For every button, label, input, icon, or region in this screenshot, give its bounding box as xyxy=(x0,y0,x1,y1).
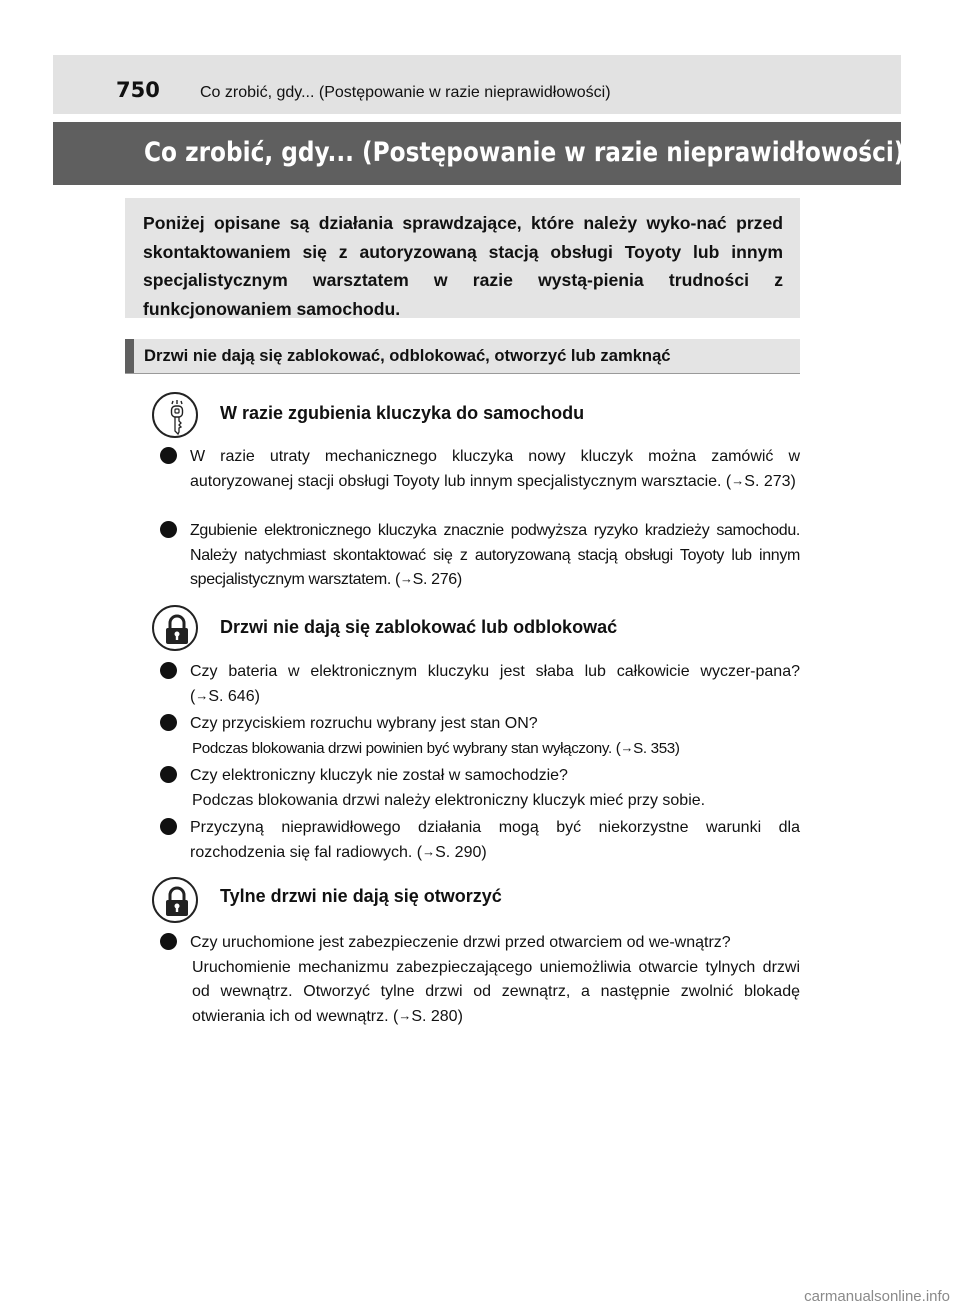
item-text: W razie utraty mechanicznego kluczyka nowy kluczyk można zamówić w autoryzowanej stacji obsługi Toyoty lub innym specjalistycznym warsztacie. ( xyxy=(190,448,800,490)
section-bar-accent xyxy=(125,339,134,373)
bullet xyxy=(160,818,177,835)
item-note: Podczas blokowania drzwi należy elektroniczny kluczyk mieć przy sobie. xyxy=(192,791,706,809)
close-paren: ) xyxy=(457,1007,463,1025)
page-reference: S. 290 xyxy=(435,843,482,861)
close-paren: ) xyxy=(790,472,796,490)
arrow-icon: → xyxy=(731,472,745,488)
list-item xyxy=(160,764,800,813)
close-paren: ) xyxy=(456,571,462,588)
item-text: Czy uruchomione jest zabezpieczenie drzwi przed otwarciem od we-wnątrz? xyxy=(190,934,731,951)
bullet xyxy=(160,766,177,783)
subsection-heading-rear-door: Tylne drzwi nie dają się otworzyć xyxy=(220,886,502,906)
intro-text: Poniżej opisane są działania sprawdzające, które należy wyko-nać przed skontaktowaniem się z autoryzowaną stacją obsługi Toyoty lub innym specjalistycznym warsztatem w razie wystą-pienia trudności z funkcjonowaniem samochodu. xyxy=(143,213,783,319)
arrow-icon: → xyxy=(398,1007,412,1023)
page-number: 750 xyxy=(116,78,160,102)
close-paren: ) xyxy=(254,687,260,705)
item-text: Przyczyną nieprawidłowego działania mogą być niekorzystne warunki dla rozchodzenia się fal radiowych. ( xyxy=(190,819,800,861)
bullet xyxy=(160,662,177,679)
key-icon xyxy=(152,392,198,438)
item-text: Czy przyciskiem rozruchu wybrany jest stan ON? xyxy=(190,715,538,732)
page-reference: S. 646 xyxy=(208,687,255,705)
list-item xyxy=(160,712,800,761)
item-note: Podczas blokowania drzwi powinien być wybrany stan wyłączony. ( xyxy=(192,739,621,757)
page-reference: S. 276 xyxy=(412,571,457,588)
arrow-icon: → xyxy=(620,739,634,755)
section-heading: Drzwi nie dają się zablokować, odblokować, otworzyć lub zamknąć xyxy=(144,346,671,365)
list-item xyxy=(160,816,800,865)
item-note: Uruchomienie mechanizmu zabezpieczającego uniemożliwia otwarcie tylnych drzwi od wewnątrz. Otworzyć tylne drzwi od zewnątrz, a następnie zwolnić blokadę otwierania ich od wewnątrz. ( xyxy=(192,958,800,1025)
list-item xyxy=(160,519,800,593)
watermark: carmanualsonline.info xyxy=(804,1288,950,1305)
bullet xyxy=(160,447,177,464)
lock-icon xyxy=(152,605,198,651)
page-reference: S. 353 xyxy=(633,739,675,757)
page-reference: S. 280 xyxy=(411,1007,458,1025)
item-text: Czy bateria w elektronicznym kluczyku jest słaba lub całkowicie wyczer-pana? ( xyxy=(190,663,800,705)
arrow-icon: → xyxy=(400,571,413,586)
arrow-icon: → xyxy=(195,687,209,703)
subsection-heading-lost-key: W razie zgubienia kluczyka do samochodu xyxy=(220,403,585,423)
list-item xyxy=(160,931,800,1029)
page-reference: S. 273 xyxy=(744,472,791,490)
item-text: Zgubienie elektronicznego kluczyka znacznie podwyższa ryzyko kradzieży samochodu. Należy natychmiast skontaktować się z autoryzowaną stacją obsługi Toyoty lub innym specjalistycznym warsztatem. ( xyxy=(190,522,800,588)
close-paren: ) xyxy=(481,843,487,861)
close-paren: ) xyxy=(674,739,680,757)
page-title: Co zrobić, gdy... (Postępowanie w razie nieprawidłowości) xyxy=(144,137,905,168)
bullet xyxy=(160,521,177,538)
subsection-heading-lock-unlock: Drzwi nie dają się zablokować lub odblokować xyxy=(220,617,618,637)
lock-icon xyxy=(152,877,198,923)
bullet xyxy=(160,933,177,950)
list-item xyxy=(160,445,800,494)
running-title: Co zrobić, gdy... (Postępowanie w razie nieprawidłowości) xyxy=(200,84,611,101)
bullet xyxy=(160,714,177,731)
list-item xyxy=(160,660,800,709)
arrow-icon: → xyxy=(422,843,436,859)
item-text: Czy elektroniczny kluczyk nie został w samochodzie? xyxy=(190,767,568,784)
